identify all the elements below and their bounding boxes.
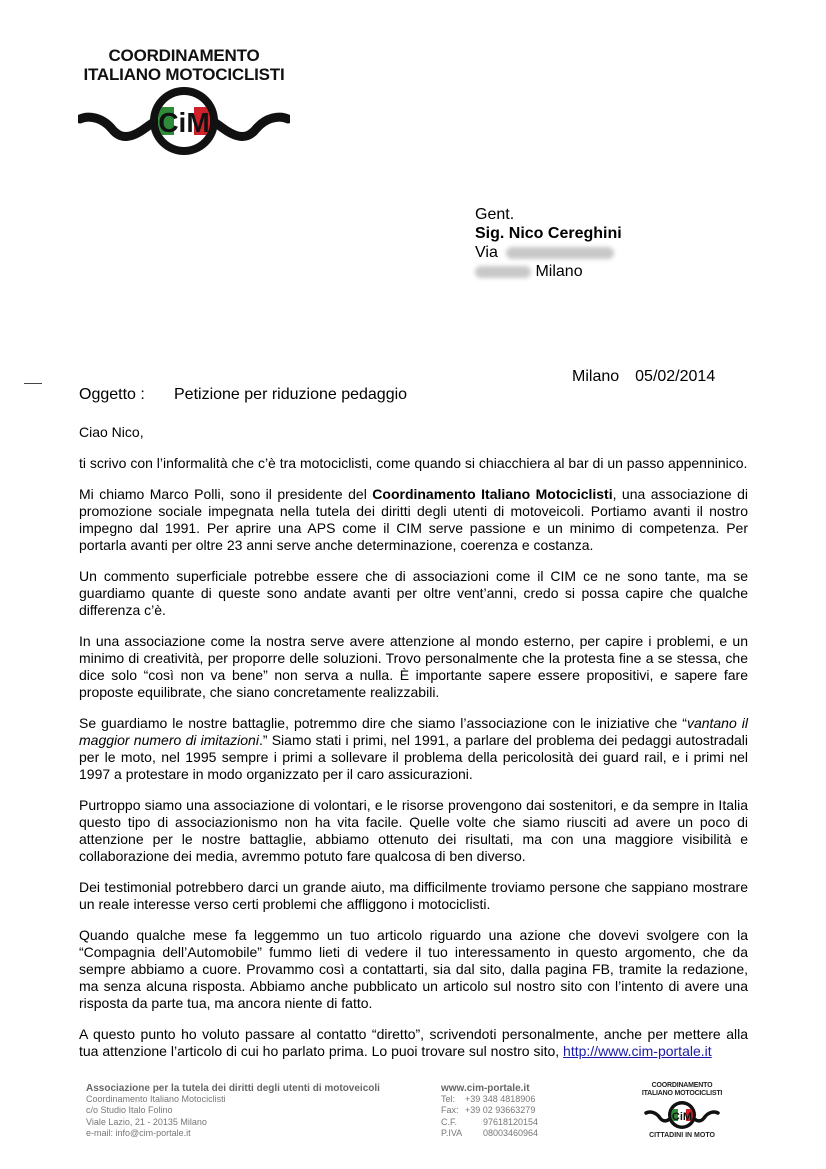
recipient-city-line	[475, 262, 622, 281]
paragraph-3: Un commento superficiale potrebbe essere che di associazioni come il CIM ce ne sono tante, ma se guardiamo quante di queste sono andate avanti per oltre vent’anni, credo si possa capire che qualche differenza c’è.	[79, 568, 748, 618]
recipient-city: Milano	[535, 263, 583, 280]
footer-logo-tagline: CITTADINI IN MOTO	[649, 1132, 715, 1139]
paragraph-9-text: A questo punto ho voluto passare al contatto “diretto”, scrivendoti personalmente, anche per mettere alla tua attenzione l’articolo di cui ho parlato prima. Lo puoi trovare sul nostro sito,	[79, 1026, 748, 1059]
website-link[interactable]: http://www.cim-portale.it	[563, 1043, 712, 1059]
paragraph-4: In una associazione come la nostra serve avere attenzione al mondo esterno, per capire i problemi, e un minimo di creatività, per proporre delle soluzioni. Trovo personalmente che la protesta fine a se stessa, che dice solo “così non va bene” non serva a nulla. È importante sapere essere propositivi, e sapere fare proposte equilibrate, che siano concretamente realizzabili.	[79, 633, 748, 700]
date-value: 05/02/2014	[635, 368, 716, 385]
footer-heading: Associazione per la tutela dei diritti degli utenti di motoveicoli	[86, 1083, 380, 1094]
footer-line-1: Coordinamento Italiano Motociclisti	[86, 1094, 226, 1105]
subject-label: Oggetto :	[79, 386, 145, 403]
footer-fax	[441, 1105, 538, 1116]
paragraph-2-text-b: , una associazione di promozione sociale impegnata nella tutela dei diritti degli utenti di motoveicoli. Portiamo avanti il nostro impegno dal 1991. Per aprire una APS come il CIM serve passione e un minimo di competenza. Per portarla avanti per oltre 23 anni serve anche determinazione, coerenza e costanza.	[79, 486, 748, 553]
footer-cf	[441, 1117, 538, 1128]
letter-date	[572, 368, 715, 386]
fax-value: +39 02 93663279	[465, 1105, 536, 1116]
street-prefix: Via	[475, 244, 498, 261]
logo-line-2: ITALIANO MOTOCICLISTI	[83, 65, 285, 84]
paragraph-5-italic: vantano il maggior numero di imitazioni	[79, 715, 748, 748]
recipient-address	[475, 205, 622, 281]
handlebar-icon	[78, 85, 290, 157]
redacted-zip	[475, 266, 531, 278]
svg-text:CiM: CiM	[158, 107, 210, 138]
fax-label: Fax:	[441, 1105, 459, 1116]
footer-logo-line-1: COORDINAMENTO	[651, 1082, 713, 1089]
paragraph-5	[79, 715, 748, 783]
footer-line-2: c/o Studio Italo Folino	[86, 1105, 173, 1116]
footer-address	[86, 1083, 380, 1139]
greeting: Ciao Nico,	[79, 424, 144, 440]
footer-line-3: Viale Lazio, 21 - 20135 Milano	[86, 1116, 207, 1127]
paragraph-5-text-b: .” Siamo stati i primi, nel 1991, a parlare del problema dei pedaggi autostradali per le moto, nel 1995 sempre i primi a sollevare il problema della pericolosità dei guard rail, e i primi nel 1997 a protestare in modo organizzato per il caro assicurazioni.	[79, 732, 749, 782]
piva-value: 08003460964	[483, 1127, 539, 1138]
footer-piva	[441, 1128, 538, 1139]
tel-value: +39 348 4818906	[465, 1094, 536, 1105]
logo-line-1: COORDINAMENTO	[108, 46, 260, 65]
cf-label: C.F.	[441, 1116, 458, 1127]
footer-email: e-mail: info@cim-portale.it	[86, 1127, 191, 1138]
footer-site: www.cim-portale.it	[441, 1083, 530, 1094]
paragraph-8: Quando qualche mese fa leggemmo un tuo articolo riguardo una azione che dovevi svolgere con la “Compagnia dell’Automobile” fummo lieti di vedere il tuo interessamento in questo argomento, che da sempre abbiamo a cuore. Provammo così a contattarti, sia dal sito, dalla pagina FB, tramite la redazione, ma senza alcuna risposta. Abbiamo anche pubblicato un articolo sul nostro sito con l’intento di avere una risposta da parte tua, ma ancora niente di fatto.	[79, 927, 748, 1011]
handlebar-small-icon	[644, 1099, 720, 1131]
footer-logo-line-2: ITALIANO MOTOCICLISTI	[641, 1090, 723, 1097]
recipient-name: Sig. Nico Cereghini	[475, 225, 622, 242]
svg-text:CiM: CiM	[671, 1111, 693, 1123]
letter-body	[79, 424, 748, 1074]
paragraph-7: Dei testimonial potrebbero darci un grande aiuto, ma difficilmente troviamo persone che sappiano mostrare un reale interesse verso certi problemi che affliggono i motociclisti.	[79, 879, 748, 912]
recipient-street	[475, 243, 622, 262]
paragraph-9	[79, 1026, 748, 1060]
association-name: Coordinamento Italiano Motociclisti	[372, 486, 613, 502]
piva-label: P.IVA	[441, 1127, 463, 1138]
recipient-salutation: Gent.	[475, 206, 515, 223]
cf-value: 97618120154	[483, 1116, 539, 1127]
fold-mark	[24, 383, 42, 384]
cim-logo	[78, 45, 290, 157]
tel-label: Tel:	[441, 1094, 456, 1105]
subject-text: Petizione per riduzione pedaggio	[174, 386, 408, 403]
paragraph-6: Purtroppo siamo una associazione di volontari, e le risorse provengono dai sostenitori, e da sempre in Italia questo tipo di associazionismo non ha vita facile. Quelle volte che siamo riusciti ad avere un poco di attenzione per le nostre battaglie, abbiamo ottenuto dei risultati, ma con una maggiore visibilità e collaborazione dei media, avremmo potuto fare qualcosa di ben diverso.	[79, 797, 748, 864]
letter-subject	[79, 386, 408, 404]
paragraph-2-text-a: Mi chiamo Marco Polli, sono il presidente del	[79, 486, 373, 502]
paragraph-1: ti scrivo con l’informalità che c’è tra motociclisti, come quando si chiacchiera al bar di un passo appenninico.	[79, 455, 748, 471]
redacted-street	[506, 247, 614, 259]
footer-contacts	[441, 1083, 538, 1139]
date-place: Milano	[572, 368, 620, 385]
footer-logo	[638, 1082, 726, 1140]
paragraph-2	[79, 486, 748, 554]
footer-tel	[441, 1094, 538, 1105]
paragraph-5-text-a: Se guardiamo le nostre battaglie, potremmo dire che siamo l’associazione con le iniziative che “	[79, 715, 687, 731]
